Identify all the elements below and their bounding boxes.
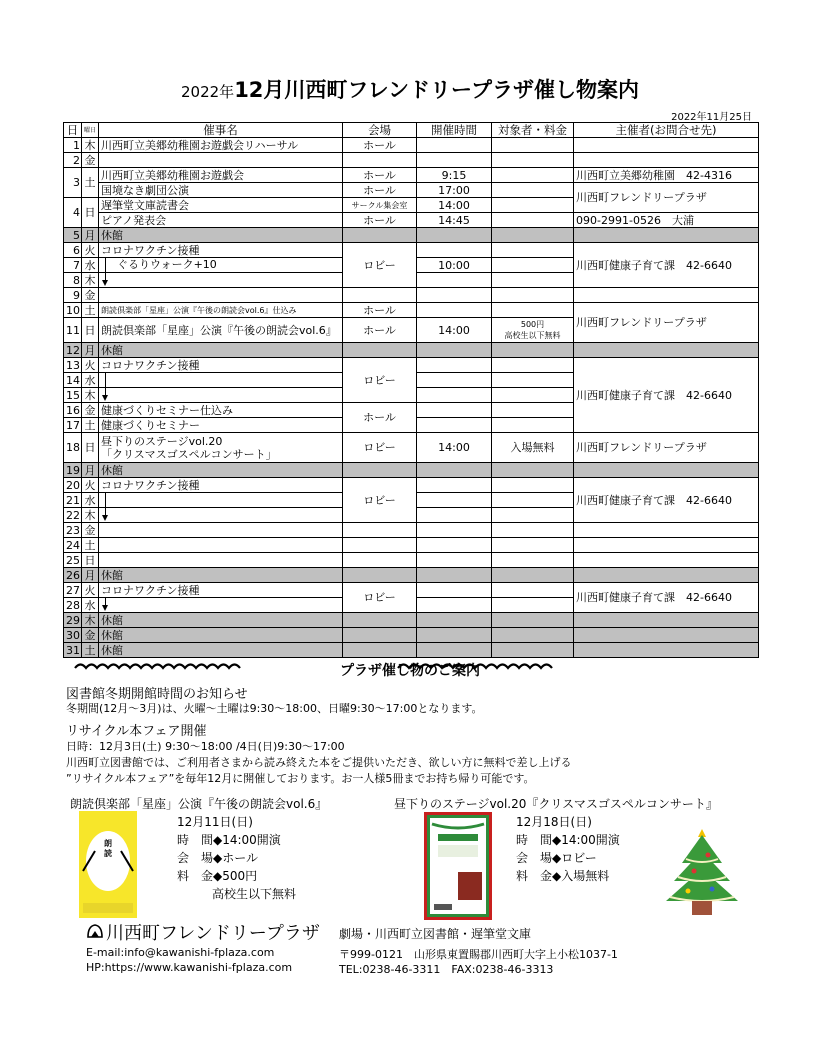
- day-cell: 8: [64, 273, 82, 288]
- weekday-cell: 日: [82, 198, 99, 228]
- weekday-cell: 木: [82, 388, 99, 403]
- venue-cell: [343, 153, 417, 168]
- time-cell: 14:45: [417, 213, 492, 228]
- target-fee-cell: [492, 508, 574, 523]
- organizer-cell: 川西町フレンドリープラザ: [574, 433, 759, 463]
- event-name: 休館: [101, 463, 124, 477]
- target-fee-cell: [492, 418, 574, 433]
- weekday-cell: 木: [82, 273, 99, 288]
- event-cell: [99, 553, 343, 568]
- table-row: [64, 358, 759, 373]
- target-fee-cell: [492, 538, 574, 553]
- target-fee-cell: [492, 288, 574, 303]
- target-fee: 入場無料: [510, 441, 555, 454]
- target-fee-cell: [492, 643, 574, 658]
- target-fee-cell: [492, 243, 574, 258]
- day-cell: 6: [64, 243, 82, 258]
- organizer-cell: 090-2991-0526 大浦: [574, 213, 759, 228]
- weekday-cell: 火: [82, 243, 99, 258]
- weekday-cell: 水: [82, 598, 99, 613]
- table-row: [64, 153, 759, 168]
- target-fee-cell: [492, 568, 574, 583]
- time-cell: 14:00: [417, 433, 492, 463]
- event-name: 健康づくりセミナー仕込み: [101, 403, 234, 417]
- day-cell: 14: [64, 373, 82, 388]
- organizer-cell: [574, 138, 759, 153]
- organizer-cell: [574, 228, 759, 243]
- organizer-cell: 川西町フレンドリープラザ: [574, 183, 759, 213]
- day-cell: 19: [64, 463, 82, 478]
- homepage-link[interactable]: HP:https://www.kawanishi-fplaza.com: [86, 961, 293, 974]
- event-cell: [99, 523, 343, 538]
- time-cell: [417, 373, 492, 388]
- organization-name: 川西町フレンドリープラザ: [106, 923, 320, 944]
- event-time: 時 間◆14:00開演: [516, 833, 620, 847]
- event-cell: [99, 153, 343, 168]
- recycle-fair-date: 日時：12月3日(土) 9:30～18:00 /4日(日)9:30～17:00: [66, 740, 345, 753]
- time-cell: [417, 538, 492, 553]
- venue-cell: ロビー: [343, 358, 417, 403]
- table-row: [64, 433, 759, 463]
- weekday-cell: 土: [82, 538, 99, 553]
- organizer-cell: [574, 538, 759, 553]
- event-name: 朗読倶楽部「星座」公演『午後の朗読会vol.6』仕込み: [101, 305, 297, 315]
- weekday-cell: 日: [82, 553, 99, 568]
- venue-cell: ホール: [343, 318, 417, 343]
- weekday-cell: 月: [82, 568, 99, 583]
- day-cell: 9: [64, 288, 82, 303]
- day-cell: 1: [64, 138, 82, 153]
- venue-cell: [343, 523, 417, 538]
- event-name-line2: 「クリスマスゴスペルコンサート」: [101, 447, 277, 461]
- svg-text:読: 読: [104, 849, 112, 858]
- time-cell: [417, 273, 492, 288]
- email-link[interactable]: E-mail:info@kawanishi-fplaza.com: [86, 946, 275, 959]
- day-cell: 22: [64, 508, 82, 523]
- table-row: [64, 288, 759, 303]
- venue-cell: [343, 343, 417, 358]
- target-fee-cell: [492, 478, 574, 493]
- table-row: [64, 138, 759, 153]
- target-fee-cell: [492, 553, 574, 568]
- day-cell: 7: [64, 258, 82, 273]
- event-cell: [99, 493, 343, 508]
- weekday-cell: 水: [82, 258, 99, 273]
- event-name: 休館: [101, 568, 124, 582]
- event-cell: [99, 613, 343, 628]
- venue-cell: ホール: [343, 303, 417, 318]
- event-cell: [99, 243, 343, 258]
- event-name: 川西町立美郷幼稚園お遊戯会リハーサル: [101, 138, 299, 152]
- time-cell: [417, 388, 492, 403]
- event-date: 12月11日(日): [177, 815, 253, 829]
- day-cell: 11: [64, 318, 82, 343]
- venue-cell: ホール: [343, 403, 417, 433]
- weekday-cell: 金: [82, 403, 99, 418]
- target-fee-note: 高校生以下無料: [504, 331, 561, 340]
- venue-cell: [343, 613, 417, 628]
- weekday-cell: 土: [82, 643, 99, 658]
- event-fee-note: 高校生以下無料: [212, 887, 297, 901]
- weekday-cell: 木: [82, 508, 99, 523]
- event-cell: [99, 288, 343, 303]
- day-cell: 17: [64, 418, 82, 433]
- event-name: コロナワクチン接種: [101, 478, 200, 492]
- venue-cell: ロビー: [343, 243, 417, 288]
- event-time: 時 間◆14:00開演: [177, 833, 281, 847]
- weekday-cell: 月: [82, 463, 99, 478]
- weekday-cell: 火: [82, 478, 99, 493]
- continuation-line-icon: [101, 258, 111, 272]
- time-cell: [417, 628, 492, 643]
- recycle-fair-title: リサイクル本フェア開催: [66, 724, 207, 739]
- event-title: 朗読倶楽部「星座」公演『午後の朗読会vol.6』: [70, 797, 328, 811]
- day-cell: 21: [64, 493, 82, 508]
- day-cell: 24: [64, 538, 82, 553]
- event-name: ピアノ発表会: [101, 213, 167, 227]
- event-venue: 会 場◆ホール: [177, 851, 258, 865]
- time-cell: [417, 228, 492, 243]
- table-row: [64, 343, 759, 358]
- time-cell: [417, 303, 492, 318]
- event-name: 休館: [101, 628, 124, 642]
- schedule-table: [63, 122, 759, 658]
- target-fee-cell: [492, 153, 574, 168]
- event-cell: [99, 258, 343, 273]
- target-fee-cell: [492, 358, 574, 373]
- event-name: コロナワクチン接種: [101, 583, 200, 597]
- table-row: [64, 168, 759, 183]
- time-cell: 17:00: [417, 183, 492, 198]
- event-cell: [99, 568, 343, 583]
- organizer-cell: 川西町健康子育て課 42-6640: [574, 478, 759, 523]
- time-cell: [417, 403, 492, 418]
- target-fee-cell: [492, 373, 574, 388]
- event-name: 休館: [101, 343, 124, 357]
- christmas-tree-icon: [660, 825, 744, 917]
- event-name: 遅筆堂文庫読書会: [101, 198, 190, 212]
- facilities: 劇場・川西町立図書館・遅筆堂文庫: [339, 927, 532, 941]
- target-fee-cell: [492, 343, 574, 358]
- event-cell: [99, 418, 343, 433]
- time-cell: [417, 288, 492, 303]
- target-fee-cell: [492, 273, 574, 288]
- target-fee-cell: [492, 403, 574, 418]
- venue-cell: ホール: [343, 183, 417, 198]
- weekday-cell: 日: [82, 318, 99, 343]
- time-cell: [417, 508, 492, 523]
- table-row: [64, 213, 759, 228]
- event-name: コロナワクチン接種: [101, 243, 200, 257]
- weekday-cell: 金: [82, 628, 99, 643]
- target-fee-cell: [492, 183, 574, 198]
- event-venue: 会 場◆ロビー: [516, 851, 597, 865]
- target-fee-cell: [492, 613, 574, 628]
- event-fee: 料 金◆500円: [177, 869, 258, 883]
- target-fee-cell: [492, 493, 574, 508]
- weekday-cell: 木: [82, 613, 99, 628]
- event-name: 健康づくりセミナー: [101, 418, 201, 432]
- guide-heading: プラザ催し物のご案内: [340, 663, 480, 679]
- venue-cell: [343, 628, 417, 643]
- organizer-cell: 川西町立美郷幼稚園 42-4316: [574, 168, 759, 183]
- day-cell: 26: [64, 568, 82, 583]
- event-cell: [99, 433, 343, 463]
- address: 〒999-0121 山形県東置賜郡川西町大字上小松1037-1: [339, 948, 618, 961]
- day-cell: 2: [64, 153, 82, 168]
- event-cell: [99, 478, 343, 493]
- time-cell: 14:00: [417, 318, 492, 343]
- day-cell: 13: [64, 358, 82, 373]
- target-fee-cell: [492, 523, 574, 538]
- event-name: 休館: [101, 228, 124, 242]
- day-cell: 18: [64, 433, 82, 463]
- venue-cell: [343, 463, 417, 478]
- time-cell: [417, 643, 492, 658]
- day-cell: 20: [64, 478, 82, 493]
- table-row: [64, 568, 759, 583]
- event-name: 休館: [101, 613, 124, 627]
- organizer-cell: [574, 288, 759, 303]
- day-cell: 15: [64, 388, 82, 403]
- time-cell: 9:15: [417, 168, 492, 183]
- library-notice-title: 図書館冬期開館時間のお知らせ: [66, 687, 248, 702]
- table-row: [64, 523, 759, 538]
- time-cell: [417, 138, 492, 153]
- time-cell: [417, 153, 492, 168]
- arrow-down-icon: [101, 273, 111, 287]
- day-cell: 3: [64, 168, 82, 198]
- venue-cell: [343, 288, 417, 303]
- time-cell: [417, 553, 492, 568]
- organizer-cell: [574, 643, 759, 658]
- time-cell: 14:00: [417, 198, 492, 213]
- day-cell: 4: [64, 198, 82, 228]
- weekday-cell: 水: [82, 373, 99, 388]
- venue-cell: [343, 643, 417, 658]
- day-cell: 30: [64, 628, 82, 643]
- issue-date: 2022年11月25日: [671, 112, 752, 123]
- event-title: 昼下りのステージvol.20『クリスマスゴスペルコンサート』: [394, 797, 718, 811]
- event-cell: [99, 228, 343, 243]
- time-cell: [417, 243, 492, 258]
- weekday-cell: 土: [82, 168, 99, 198]
- time-cell: [417, 493, 492, 508]
- table-row: [64, 183, 759, 198]
- event-name: 朗読倶楽部「星座」公演『午後の朗読会vol.6』: [101, 323, 337, 337]
- organizer-cell: [574, 568, 759, 583]
- event-cell: [99, 628, 343, 643]
- event-cell: [99, 373, 343, 388]
- day-cell: 31: [64, 643, 82, 658]
- target-fee-cell: [492, 198, 574, 213]
- weekday-cell: 金: [82, 153, 99, 168]
- venue-cell: サークル集会室: [343, 198, 417, 213]
- event-cell: [99, 643, 343, 658]
- organizer-cell: [574, 463, 759, 478]
- event-cell: [99, 403, 343, 418]
- target-fee-cell: [492, 388, 574, 403]
- time-cell: [417, 358, 492, 373]
- recycle-fair-text: 川西町立図書館では、ご利用者さまから読み終えた本をご提供いただき、欲しい方に無料で差し上げる: [66, 756, 572, 769]
- event-cell: [99, 168, 343, 183]
- time-cell: [417, 598, 492, 613]
- event-cell: [99, 388, 343, 403]
- venue-cell: ホール: [343, 213, 417, 228]
- venue-cell: ロビー: [343, 583, 417, 613]
- table-row: [64, 303, 759, 318]
- event-name: ぐるりウォーク+10: [117, 258, 217, 271]
- target-fee-cell: [492, 228, 574, 243]
- time-cell: [417, 463, 492, 478]
- event-name: 川西町立美郷幼稚園お遊戯会: [101, 168, 245, 182]
- table-header: 日 曜日 催事名 会場 開催時間 対象者・料金 主催者(お問合せ先): [64, 123, 759, 138]
- target-fee-cell: [492, 258, 574, 273]
- continuation-line-icon: [101, 493, 111, 507]
- event-fee: 料 金◆入場無料: [516, 869, 610, 883]
- weekday-cell: 金: [82, 288, 99, 303]
- organizer-cell: 川西町健康子育て課 42-6640: [574, 358, 759, 433]
- page-title: 2022年12月川西町フレンドリープラザ催し物案内: [181, 78, 639, 102]
- organizer-cell: [574, 628, 759, 643]
- event-cell: [99, 358, 343, 373]
- event-name: 国境なき劇団公演: [101, 183, 190, 197]
- venue-cell: ロビー: [343, 478, 417, 523]
- day-cell: 10: [64, 303, 82, 318]
- event-cell: [99, 138, 343, 153]
- target-fee: 500円: [520, 320, 545, 329]
- venue-cell: ロビー: [343, 433, 417, 463]
- organizer-cell: 川西町健康子育て課 42-6640: [574, 243, 759, 288]
- target-fee-cell: [492, 213, 574, 228]
- event-cell: [99, 598, 343, 613]
- event-cell: [99, 198, 343, 213]
- day-cell: 27: [64, 583, 82, 598]
- event-name: 昼下りのステージvol.20: [101, 434, 223, 448]
- weekday-cell: 月: [82, 343, 99, 358]
- target-fee-cell: [492, 318, 574, 343]
- target-fee-cell: [492, 598, 574, 613]
- day-cell: 12: [64, 343, 82, 358]
- event-cell: [99, 273, 343, 288]
- table-row: [64, 228, 759, 243]
- weekday-cell: 土: [82, 303, 99, 318]
- svg-text:朗: 朗: [104, 839, 112, 848]
- event-cell: [99, 303, 343, 318]
- arrow-down-icon: [101, 508, 111, 522]
- organizer-cell: [574, 153, 759, 168]
- event-date: 12月18日(日): [516, 815, 592, 829]
- table-row: [64, 613, 759, 628]
- target-fee-cell: [492, 168, 574, 183]
- event-cell: [99, 463, 343, 478]
- weekday-cell: 月: [82, 228, 99, 243]
- day-cell: 23: [64, 523, 82, 538]
- venue-cell: [343, 553, 417, 568]
- organizer-cell: [574, 523, 759, 538]
- target-fee-cell: [492, 628, 574, 643]
- weekday-cell: 火: [82, 583, 99, 598]
- table-row: [64, 553, 759, 568]
- table-row: [64, 538, 759, 553]
- table-row: [64, 628, 759, 643]
- target-fee-cell: [492, 303, 574, 318]
- time-cell: [417, 478, 492, 493]
- venue-cell: [343, 538, 417, 553]
- reading-poster-image: [79, 811, 137, 918]
- library-notice-text: 冬期間(12月～3月)は、火曜～土曜は9:30～18:00、日曜9:30～17:00となります。: [66, 702, 483, 715]
- weekday-cell: 水: [82, 493, 99, 508]
- organizer-cell: [574, 613, 759, 628]
- continuation-line-icon: [101, 373, 111, 387]
- time-cell: [417, 418, 492, 433]
- phone-fax: TEL:0238-46-3311 FAX:0238-46-3313: [339, 963, 554, 976]
- time-cell: 10:00: [417, 258, 492, 273]
- target-fee-cell: [492, 138, 574, 153]
- day-cell: 28: [64, 598, 82, 613]
- event-cell: [99, 583, 343, 598]
- arrow-down-icon: [101, 388, 111, 402]
- arrow-down-icon: [101, 598, 111, 612]
- venue-cell: [343, 228, 417, 243]
- weekday-cell: 日: [82, 433, 99, 463]
- weekday-cell: 土: [82, 418, 99, 433]
- time-cell: [417, 568, 492, 583]
- event-cell: [99, 318, 343, 343]
- day-cell: 5: [64, 228, 82, 243]
- table-row: [64, 463, 759, 478]
- target-fee-cell: [492, 463, 574, 478]
- table-row: [64, 243, 759, 258]
- day-cell: 29: [64, 613, 82, 628]
- table-row: [64, 583, 759, 598]
- time-cell: [417, 613, 492, 628]
- table-row: [64, 478, 759, 493]
- event-cell: [99, 538, 343, 553]
- table-row: [64, 643, 759, 658]
- event-cell: [99, 343, 343, 358]
- day-cell: 25: [64, 553, 82, 568]
- organizer-cell: [574, 553, 759, 568]
- weekday-cell: 金: [82, 523, 99, 538]
- organizer-cell: 川西町フレンドリープラザ: [574, 303, 759, 343]
- day-cell: 16: [64, 403, 82, 418]
- plaza-logo-icon: [86, 923, 104, 939]
- time-cell: [417, 583, 492, 598]
- event-cell: [99, 508, 343, 523]
- time-cell: [417, 523, 492, 538]
- venue-cell: ホール: [343, 138, 417, 153]
- weekday-cell: 木: [82, 138, 99, 153]
- weekday-cell: 火: [82, 358, 99, 373]
- event-name: 休館: [101, 643, 124, 657]
- time-cell: [417, 343, 492, 358]
- target-fee-cell: [492, 433, 574, 463]
- event-cell: [99, 213, 343, 228]
- recycle-fair-text: ”リサイクル本フェア”を毎年12月に開催しております。お一人様5冊までお持ち帰り可能です。: [66, 772, 535, 785]
- organizer-cell: 川西町健康子育て課 42-6640: [574, 583, 759, 613]
- target-fee-cell: [492, 583, 574, 598]
- organizer-cell: [574, 343, 759, 358]
- event-name: コロナワクチン接種: [101, 358, 200, 372]
- venue-cell: ホール: [343, 168, 417, 183]
- gospel-poster-image: [424, 812, 492, 920]
- venue-cell: [343, 568, 417, 583]
- event-cell: [99, 183, 343, 198]
